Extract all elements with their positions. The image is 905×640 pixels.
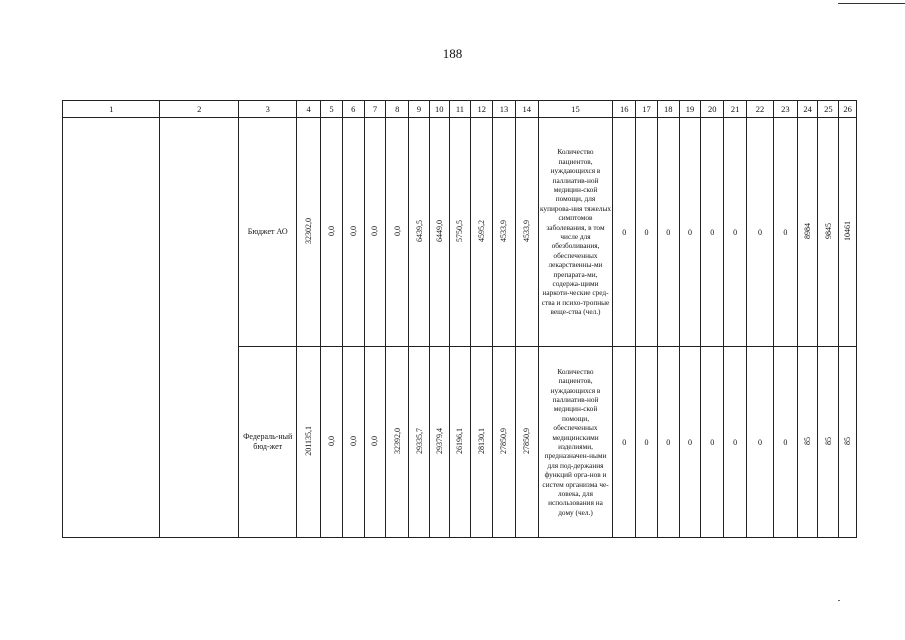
col-header-10: 10 xyxy=(429,101,449,118)
cell-col2-empty xyxy=(160,118,239,538)
indicator-cell xyxy=(679,347,701,538)
value-cell xyxy=(386,347,409,538)
value: 0,0 xyxy=(348,226,358,236)
value-cell xyxy=(449,118,471,347)
indicator-cell xyxy=(797,118,818,347)
value-cell xyxy=(321,347,343,538)
budget-table xyxy=(62,100,857,538)
top-rule xyxy=(838,3,905,4)
col-header-11: 11 xyxy=(449,101,471,118)
value-cell xyxy=(342,118,364,347)
value: 201135,1 xyxy=(304,426,314,456)
value-cell xyxy=(321,118,343,347)
indicator-description: Количество пациентов, нуждающихся в паллиатив-ной медицин-ской помощи, для купирова-ния тяжелых симптомов заболевания, в том числе для обезболивания, обеспеченных лекарственны-ми препарата-ми, содержа-щими наркоти-ческие сред-ства и психо-тропные веще-ства (чел.) xyxy=(539,147,612,317)
indicator-cell xyxy=(636,118,658,347)
indicator-description-cell xyxy=(538,347,613,538)
col-header-22: 22 xyxy=(747,101,774,118)
indicator-value: 9845 xyxy=(823,223,833,239)
value-cell xyxy=(409,347,430,538)
col-header-8: 8 xyxy=(386,101,409,118)
col-header-26: 26 xyxy=(839,101,857,118)
value-cell xyxy=(493,118,516,347)
col-header-13: 13 xyxy=(493,101,516,118)
value: 4533,9 xyxy=(499,220,509,242)
value: 0,0 xyxy=(326,436,336,446)
indicator-cell xyxy=(839,347,857,538)
fund-source: Бюджет АО xyxy=(247,227,288,236)
indicator-cell xyxy=(613,118,636,347)
indicator-cell xyxy=(724,118,747,347)
col-header-18: 18 xyxy=(657,101,679,118)
col-header-16: 16 xyxy=(613,101,636,118)
indicator-value: 0 xyxy=(644,437,649,447)
indicator-value: 0 xyxy=(666,437,671,447)
value: 4533,9 xyxy=(522,220,532,242)
value: 27850,9 xyxy=(499,428,509,454)
col-header-15: 15 xyxy=(538,101,613,118)
value: 32392,0 xyxy=(392,428,402,454)
cell-col1-empty xyxy=(63,118,160,538)
value-cell xyxy=(297,347,321,538)
col-header-4: 4 xyxy=(297,101,321,118)
indicator-value: 8984 xyxy=(803,223,813,239)
value-cell xyxy=(471,347,493,538)
value-cell xyxy=(515,347,538,538)
col-header-12: 12 xyxy=(471,101,493,118)
indicator-cell xyxy=(773,347,797,538)
value-cell xyxy=(386,118,409,347)
indicator-cell xyxy=(818,118,839,347)
indicator-cell xyxy=(701,347,724,538)
value-cell xyxy=(471,118,493,347)
indicator-description-cell xyxy=(538,118,613,347)
col-header-2: 2 xyxy=(160,101,239,118)
indicator-value: 0 xyxy=(757,437,762,447)
indicator-value: 0 xyxy=(688,437,693,447)
indicator-cell xyxy=(613,347,636,538)
indicator-value: 0 xyxy=(757,227,762,237)
value-cell xyxy=(493,347,516,538)
value-cell xyxy=(449,347,471,538)
fund-source: Федераль-ный бюд-жет xyxy=(243,432,293,451)
indicator-value: 0 xyxy=(783,227,788,237)
indicator-cell xyxy=(797,347,818,538)
col-header-14: 14 xyxy=(515,101,538,118)
value-cell xyxy=(364,118,386,347)
indicator-value: 0 xyxy=(733,227,738,237)
indicator-description: Количество пациентов, нуждающихся в паллиатив-ной медицин-ской помощи, обеспеченных медицинскими изделиями, предназначен-ными для под-держания функций орга-нов и систем организма че-ловека, для использования на дому (чел.) xyxy=(542,366,609,517)
indicator-value: 85 xyxy=(823,437,833,445)
indicator-value: 85 xyxy=(803,437,813,445)
indicator-value: 0 xyxy=(622,437,627,447)
col-header-24: 24 xyxy=(797,101,818,118)
fund-source-cell xyxy=(239,347,297,538)
value: 0,0 xyxy=(370,226,380,236)
value-cell xyxy=(409,118,430,347)
value: 0,0 xyxy=(370,436,380,446)
col-header-9: 9 xyxy=(409,101,430,118)
value: 32302,0 xyxy=(304,218,314,244)
fund-source-cell xyxy=(239,118,297,347)
value: 4595,2 xyxy=(477,220,487,242)
value: 28130,1 xyxy=(477,428,487,454)
value-cell xyxy=(364,347,386,538)
value: 0,0 xyxy=(326,226,336,236)
scan-speck xyxy=(838,600,840,601)
indicator-cell xyxy=(839,118,857,347)
indicator-cell xyxy=(657,118,679,347)
value: 0,0 xyxy=(392,226,402,236)
col-header-17: 17 xyxy=(636,101,658,118)
col-header-21: 21 xyxy=(724,101,747,118)
value: 5750,5 xyxy=(455,220,465,242)
indicator-value: 0 xyxy=(710,437,715,447)
indicator-value: 0 xyxy=(688,227,693,237)
value: 0,0 xyxy=(348,436,358,446)
value-cell xyxy=(342,347,364,538)
col-header-25: 25 xyxy=(818,101,839,118)
value: 26196,1 xyxy=(455,428,465,454)
indicator-cell xyxy=(679,118,701,347)
value-cell xyxy=(297,118,321,347)
indicator-cell xyxy=(773,118,797,347)
table-row xyxy=(63,118,857,347)
value-cell xyxy=(429,118,449,347)
indicator-value: 0 xyxy=(710,227,715,237)
indicator-value: 10461 xyxy=(843,221,853,241)
indicator-cell xyxy=(724,347,747,538)
col-header-23: 23 xyxy=(773,101,797,118)
value-cell xyxy=(429,347,449,538)
indicator-value: 0 xyxy=(622,227,627,237)
col-header-3: 3 xyxy=(239,101,297,118)
indicator-value: 0 xyxy=(783,437,788,447)
value: 6449,0 xyxy=(434,220,444,242)
value: 29335,7 xyxy=(414,428,424,454)
indicator-value: 0 xyxy=(733,437,738,447)
col-header-1: 1 xyxy=(63,101,160,118)
value: 27850,9 xyxy=(522,428,532,454)
indicator-cell xyxy=(747,347,774,538)
indicator-cell xyxy=(747,118,774,347)
indicator-cell xyxy=(636,347,658,538)
col-header-6: 6 xyxy=(342,101,364,118)
value-cell xyxy=(515,118,538,347)
value: 6439,5 xyxy=(414,220,424,242)
col-header-5: 5 xyxy=(321,101,343,118)
col-header-7: 7 xyxy=(364,101,386,118)
indicator-value: 85 xyxy=(843,437,853,445)
value: 29379,4 xyxy=(434,428,444,454)
indicator-cell xyxy=(701,118,724,347)
indicator-cell xyxy=(818,347,839,538)
header-row xyxy=(63,101,857,118)
col-header-20: 20 xyxy=(701,101,724,118)
indicator-cell xyxy=(657,347,679,538)
page-number: 188 xyxy=(442,46,463,61)
col-header-19: 19 xyxy=(679,101,701,118)
indicator-value: 0 xyxy=(666,227,671,237)
indicator-value: 0 xyxy=(644,227,649,237)
